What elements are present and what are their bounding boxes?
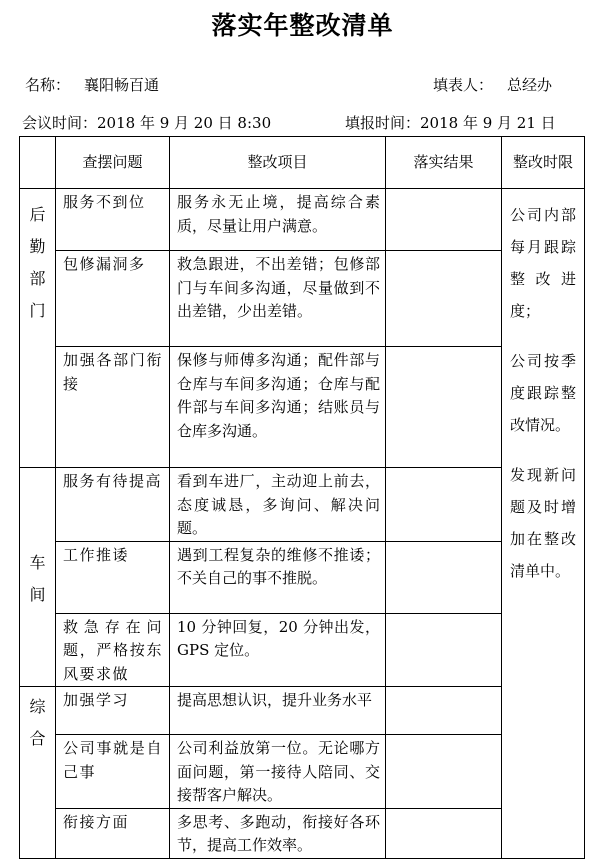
table-row xyxy=(20,468,585,542)
item-cell: 保修与师傅多沟通；配件部与仓库与车间多沟通；仓库与配件部与车间多沟通；结账员与仓库多沟通。 xyxy=(170,347,386,468)
name-label: 名称： xyxy=(25,76,71,94)
filler-label: 填表人： xyxy=(433,76,494,94)
table-row xyxy=(20,541,585,613)
table-header-row xyxy=(20,137,585,189)
category-label: 后勤部门 xyxy=(29,205,46,320)
filler-value: 总经办 xyxy=(507,76,553,94)
name-value: 襄阳畅百通 xyxy=(84,76,160,94)
report-time-field xyxy=(345,112,556,133)
result-cell xyxy=(386,468,502,542)
issue-cell: 加强各部门衔接 xyxy=(56,347,170,468)
header-time-limit: 整改时限 xyxy=(502,137,585,189)
item-cell: 服务永无止境，提高综合素质，尽量让用户满意。 xyxy=(170,189,386,251)
table-row xyxy=(20,189,585,251)
header-issue: 查摆问题 xyxy=(56,137,170,189)
item-cell: 救急跟进，不出差错；包修部门与车间多沟通，尽量做到不出差错，少出差错。 xyxy=(170,251,386,347)
filler-field xyxy=(433,74,552,95)
issue-cell: 救急存在问题，严格按东风要求做 xyxy=(56,613,170,687)
time-limit-text: 公司内部每月跟踪整改进度； xyxy=(510,206,576,320)
table-row xyxy=(20,735,585,809)
result-cell xyxy=(386,541,502,613)
item-cell: 看到车进厂，主动迎上前去，态度诚恳，多询问、解决问题。 xyxy=(170,468,386,542)
result-cell xyxy=(386,735,502,809)
issue-cell: 服务不到位 xyxy=(56,189,170,251)
time-limit-cell xyxy=(502,189,585,859)
rectification-table xyxy=(19,136,585,859)
issue-cell: 服务有待提高 xyxy=(56,468,170,542)
table-row xyxy=(20,251,585,347)
table-row xyxy=(20,687,585,735)
category-label: 车间 xyxy=(29,553,46,604)
issue-cell: 公司事就是自己事 xyxy=(56,735,170,809)
meeting-time-field xyxy=(22,112,271,133)
item-cell: 10 分钟回复，20 分钟出发，GPS 定位。 xyxy=(170,613,386,687)
header-blank xyxy=(20,137,56,189)
table-row xyxy=(20,808,585,858)
result-cell xyxy=(386,347,502,468)
issue-cell: 加强学习 xyxy=(56,687,170,735)
result-cell xyxy=(386,687,502,735)
meeting-time-label: 会议时间： xyxy=(22,114,98,132)
item-cell: 多思考、多跑动，衔接好各环节，提高工作效率。 xyxy=(170,808,386,858)
header-result: 落实结果 xyxy=(386,137,502,189)
result-cell xyxy=(386,808,502,858)
issue-cell: 包修漏洞多 xyxy=(56,251,170,347)
name-field xyxy=(25,74,159,95)
item-cell: 公司利益放第一位。无论哪方面问题，第一接待人陪同、交接帮客户解决。 xyxy=(170,735,386,809)
category-general xyxy=(20,687,56,859)
report-time-label: 填报时间： xyxy=(345,114,421,132)
issue-cell: 工作推诿 xyxy=(56,541,170,613)
item-cell: 提高思想认识，提升业务水平 xyxy=(170,687,386,735)
table-row xyxy=(20,613,585,687)
time-limit-text: 发现新问题及时增加在整改清单中。 xyxy=(510,466,576,580)
header-item: 整改项目 xyxy=(170,137,386,189)
result-cell xyxy=(386,251,502,347)
table-row xyxy=(20,347,585,468)
document-title: 落实年整改清单 xyxy=(211,11,394,40)
issue-cell: 衔接方面 xyxy=(56,808,170,858)
category-label: 综合 xyxy=(29,697,46,748)
result-cell xyxy=(386,189,502,251)
result-cell xyxy=(386,613,502,687)
report-time-value: 2018 年 9 月 21 日 xyxy=(420,114,556,132)
meeting-time-value: 2018 年 9 月 20 日 8:30 xyxy=(97,114,272,132)
time-limit-text: 公司按季度跟踪整改情况。 xyxy=(510,352,576,434)
item-cell: 遇到工程复杂的维修不推诿；不关自己的事不推脱。 xyxy=(170,541,386,613)
category-workshop xyxy=(20,468,56,687)
category-logistics xyxy=(20,189,56,468)
